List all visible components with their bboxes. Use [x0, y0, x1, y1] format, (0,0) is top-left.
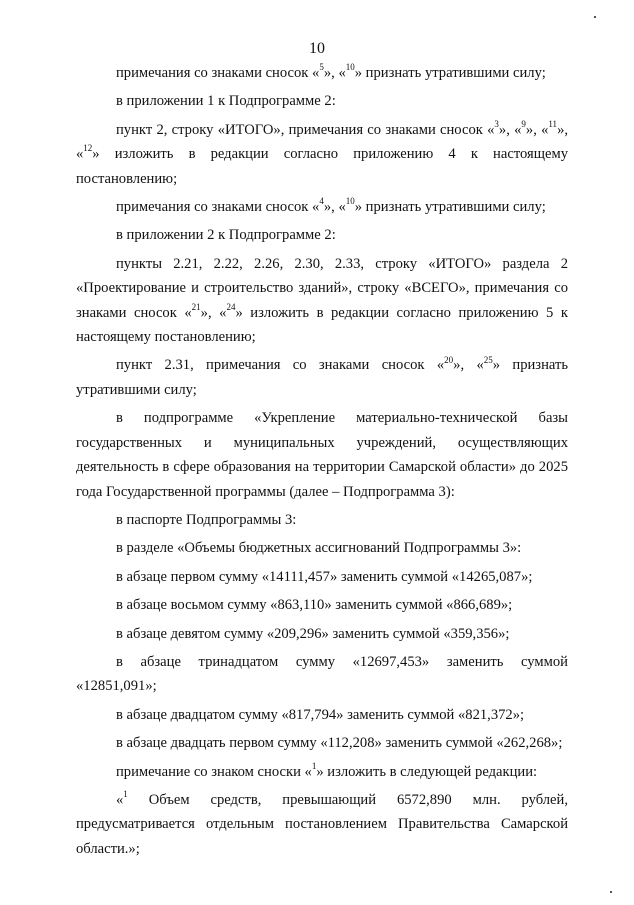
page-number: 10: [309, 40, 325, 57]
paragraph: [76, 118, 568, 191]
paragraph-text: » признать утратившими силу;: [354, 199, 546, 216]
paragraph-text: Объем средств, превышающий 6572,890 млн. рублей, предусматривается отдельным постановлением Правительства Самарской области.»;: [76, 791, 568, 857]
paragraph-text: в абзаце двадцатом сумму «817,794» заменить суммой «821,372»;: [116, 706, 525, 723]
paragraph: [76, 195, 568, 219]
paragraph-text: » изложить в следующей редакции:: [316, 763, 538, 780]
paragraph-text: примечания со знаками сносок «: [116, 199, 320, 216]
footnote-mark: 25: [483, 354, 493, 365]
footnote-mark: 10: [345, 196, 355, 207]
paragraph-text: в абзаце двадцать первом сумму «112,208» заменить суммой «262,268»;: [116, 735, 563, 752]
footnote-mark: 11: [548, 118, 558, 129]
paragraph-text: », «: [323, 65, 346, 81]
paragraph-text: пункт 2.31, примечания со знаками сносок «: [116, 357, 445, 374]
scan-speck: [610, 891, 612, 893]
paragraph: [76, 593, 568, 617]
footnote-mark: 12: [83, 143, 93, 154]
paragraph-text: в абзаце первом сумму «14111,457» заменить суммой «14265,087»;: [116, 568, 533, 585]
paragraph-text: в абзаце восьмом сумму «863,110» заменить суммой «866,689»;: [116, 597, 513, 614]
paragraph: [76, 731, 568, 755]
paragraph: [76, 406, 568, 504]
paragraph: [76, 788, 568, 861]
paragraph-text: » изложить в редакции согласно приложению 4 к настоящему постановлению;: [76, 146, 568, 187]
footnote-mark: 5: [319, 62, 324, 73]
paragraph-text: в приложении 2 к Подпрограмме 2:: [116, 227, 336, 244]
footnote-mark: 20: [444, 354, 454, 365]
footnote-mark: 1: [311, 760, 317, 771]
paragraph: [76, 353, 568, 402]
paragraph-text: » признать утратившими силу;: [354, 65, 546, 81]
paragraph: [76, 536, 568, 560]
footnote-mark: 24: [226, 301, 236, 312]
paragraph: [76, 61, 568, 85]
footnote-mark: 10: [345, 62, 355, 73]
paragraph-text: примечания со знаками сносок «: [116, 65, 320, 81]
paragraph-text: примечание со знаком сноски «: [116, 763, 312, 780]
paragraph: [76, 89, 568, 113]
paragraph-text: «: [116, 791, 124, 808]
footnote-mark: 4: [319, 196, 324, 207]
paragraph-text: » признать утратившими силу;: [76, 357, 569, 398]
paragraph: [76, 760, 568, 784]
paragraph-text: » изложить в редакции согласно приложению 5 к настоящему постановлению;: [76, 304, 568, 346]
scan-speck: [594, 16, 596, 18]
footnote-mark: 21: [191, 301, 201, 312]
paragraph-text: в разделе «Объемы бюджетных ассигнований Подпрограммы 3»:: [116, 540, 522, 557]
document-body: [76, 61, 568, 861]
paragraph-text: », «: [525, 121, 549, 138]
paragraph-text: », «: [323, 199, 346, 216]
paragraph: [76, 252, 568, 350]
paragraph-text: в приложении 1 к Подпрограмме 2:: [116, 93, 336, 110]
paragraph-text: », «: [76, 121, 569, 163]
footnote-mark: 3: [494, 118, 499, 129]
paragraph-text: », «: [200, 304, 227, 321]
paragraph-text: », «: [453, 357, 484, 374]
paragraph-text: пункт 2, строку «ИТОГО», примечания со знаками сносок «: [116, 121, 495, 138]
paragraph-text: в подпрограмме «Укрепление материально-технической базы государственных и муниципальных учреждений, осуществляющих деятельность в сфере образования на территории Самарской области» до 2025 года Государственной программы (далее – Подпрограмма 3):: [76, 410, 568, 500]
paragraph-text: пункты 2.21, 2.22, 2.26, 2.30, 2.33, строку «ИТОГО» раздела 2 «Проектирование и строительство зданий», строку «ВСЕГО», примечания со знаками сносок «: [76, 255, 568, 321]
paragraph: [76, 622, 568, 646]
paragraph: [76, 565, 568, 589]
footnote-mark: 1: [123, 789, 128, 800]
paragraph: [76, 703, 568, 727]
footnote-mark: 9: [521, 118, 526, 129]
paragraph-text: в абзаце тринадцатом сумму «12697,453» заменить суммой «12851,091»;: [76, 653, 568, 695]
paragraph-text: в абзаце девятом сумму «209,296» заменить суммой «359,356»;: [116, 625, 510, 642]
paragraph: [76, 223, 568, 247]
paragraph: [76, 508, 568, 532]
paragraph-text: в паспорте Подпрограммы 3:: [116, 511, 297, 528]
paragraph: [76, 650, 568, 699]
paragraph-text: », «: [498, 121, 522, 138]
